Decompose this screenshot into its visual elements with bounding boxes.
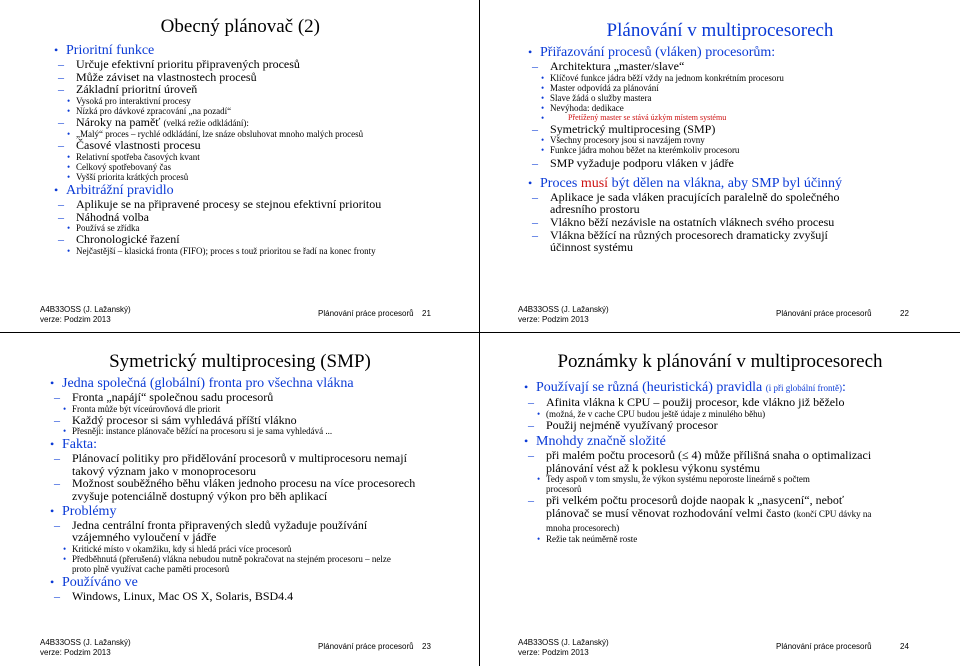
footer-course	[40, 638, 131, 658]
bullet-l2	[50, 116, 450, 130]
bullet-text: Proces	[540, 175, 581, 191]
bullet-l2: – Každý procesor si sám vyhledává příští vlákno	[46, 414, 466, 427]
footer-version: verze: Podzim 2013	[518, 315, 589, 324]
bullet-l3: • Nízká pro dávkové zpracování „na pozadí“	[50, 106, 450, 116]
bullet-l1: • Používáno ve	[46, 575, 466, 590]
bullet-text: být dělen na vlákna, aby SMP byl účinný	[608, 175, 843, 191]
slide-24	[480, 333, 960, 666]
bullet-l3: • Celkový spotřebovaný čas	[50, 162, 450, 172]
bullet-text: při velkém počtu procesorů dojde naopak k „nasycení“, neboť plánovač se musí věnovat rozhodování velmi často	[546, 493, 845, 520]
footer-version: verze: Podzim 2013	[40, 315, 111, 324]
slide-22	[480, 0, 960, 333]
bullet-l1: • Prioritní funkce	[50, 43, 450, 58]
bullet-l2: – Aplikuje se na připravené procesy se stejnou efektivní prioritou	[50, 198, 386, 211]
bullet-l3: • Klíčové funkce jádra běží vždy na jednom konkrétním procesoru	[524, 73, 934, 83]
bullet-text: Nároky na paměť	[76, 114, 161, 129]
footer-course-name: A4B33OSS (J. Lažanský)	[40, 638, 131, 647]
bullet-l3: • Nejčastější – klasická fronta (FIFO); proces s touž prioritou se řadí na konec fronty	[50, 246, 396, 256]
bullet-l2: – Použij nejméně využívaný procesor	[520, 419, 940, 432]
bullet-l2: – Fronta „napájí“ společnou sadu procesorů	[46, 391, 466, 404]
bullet-l2: – Chronologické řazení	[50, 233, 450, 246]
footer-course	[518, 305, 609, 325]
slide-title: Obecný plánovač (2)	[160, 16, 320, 37]
bullet-note-line: • (možná, že v cache CPU budou ještě údaje z minulého běhu)	[520, 409, 940, 419]
bullet-l3: • Nevýhoda: dedikace	[524, 103, 934, 113]
bullet-note: (velká režie odkládání):	[163, 117, 249, 128]
bullet-l2	[520, 494, 886, 534]
slide-23	[0, 333, 480, 666]
bullet-text: :	[841, 380, 846, 395]
bullet-l3: • Slave žádá o služby mastera	[524, 93, 934, 103]
bullet-l3: • Funkce jádra mohou běžet na kterémkoliv procesoru	[524, 145, 934, 155]
slide-body	[46, 375, 466, 602]
slide-title: Symetrický multiprocesing (SMP)	[109, 351, 371, 372]
page-number: 22	[900, 309, 909, 318]
bullet-l2: – při malém počtu procesorů (≤ 4) může přílišná snaha o optimalizaci plánování vést až k poklesu výkonu systému	[520, 449, 876, 474]
bullet-note: (končí CPU dávky na mnoha procesorech)	[546, 508, 872, 533]
bullet-l2: – Symetrický multiprocesing (SMP)	[524, 123, 934, 136]
bullet-text: Používají se různá (heuristická) pravidla	[536, 380, 763, 395]
slide-body	[50, 42, 450, 256]
bullet-l3: • Vyšší priorita krátkých procesů	[50, 172, 450, 182]
bullet-l2: – Časové vlastnosti procesu	[50, 139, 450, 152]
bullet-l3: • Master odpovídá za plánování	[524, 83, 934, 93]
bullet-l2: – SMP vyžaduje podporu vláken v jádře	[524, 157, 934, 170]
footer-course-name: A4B33OSS (J. Lažanský)	[518, 638, 609, 647]
bullet-l2: – Vlákna běžící na různých procesorech dramaticky zvyšují účinnost systému	[524, 229, 860, 254]
bullet-l2: – Architektura „master/slave“	[524, 60, 934, 73]
footer-version: verze: Podzim 2013	[518, 648, 589, 657]
footer-course	[518, 638, 609, 658]
footer-version: verze: Podzim 2013	[40, 648, 111, 657]
slide-21	[0, 0, 480, 333]
footer-topic: Plánování práce procesorů	[776, 309, 872, 318]
bullet-l3: • Předběhnutá (přerušená) vlákna nebudou nutně pokračovat na stejném procesoru – nelze proto plně využívat cache paměti procesorů	[46, 554, 392, 574]
bullet-emphasis: musí	[580, 175, 609, 191]
slide-title: Poznámky k plánování v multiprocesorech	[557, 351, 883, 372]
footer-course	[40, 305, 131, 325]
bullet-l1: • Arbitrážní pravidlo	[50, 183, 450, 198]
bullet-l3: • Vysoká pro interaktivní procesy	[50, 96, 450, 106]
bullet-l1: • Přiřazování procesů (vláken) procesorům:	[524, 45, 934, 60]
bullet-l2: – Náhodná volba	[50, 211, 450, 224]
footer-course-name: A4B33OSS (J. Lažanský)	[40, 305, 131, 314]
bullet-l1: • Jedna společná (globální) fronta pro všechna vlákna	[46, 376, 466, 391]
bullet-l1: • Mnohdy značně složité	[520, 434, 940, 449]
footer-course-name: A4B33OSS (J. Lažanský)	[518, 305, 609, 314]
bullet-l1	[520, 380, 940, 396]
bullet-l3: • „Malý“ proces – rychlé odkládání, lze snáze obsluhovat mnoho malých procesů	[50, 129, 376, 139]
bullet-l2: – Afinita vlákna k CPU – použij procesor, kde vlákno již běželo	[520, 396, 896, 409]
page-number: 24	[900, 642, 909, 651]
bullet-l3: • Všechny procesory jsou si navzájem rovny	[524, 135, 934, 145]
bullet-l3: • Relativní spotřeba časových kvant	[50, 152, 450, 162]
bullet-l1: • Problémy	[46, 504, 466, 519]
footer-topic: Plánování práce procesorů	[776, 642, 872, 651]
bullet-l2: – Aplikace je sada vláken pracujících paralelně do společného adresního prostoru	[524, 191, 870, 216]
bullet-l2: – Základní prioritní úroveň	[50, 83, 450, 96]
bullet-l3: • Kritické místo v okamžiku, kdy si hledá práci více procesorů	[46, 544, 466, 554]
bullet-l3: • Fronta může být víceúrovňová dle priorit	[46, 404, 466, 414]
bullet-l3: • Používá se zřídka	[50, 223, 450, 233]
bullet-l2: – Může záviset na vlastnostech procesů	[50, 71, 450, 84]
page-number: 23	[422, 642, 431, 651]
bullet-l2: – Windows, Linux, Mac OS X, Solaris, BSD4.4	[46, 590, 466, 603]
bullet-l4: • Přetížený master se stává úzkým místem systému	[524, 113, 934, 123]
bullet-l2: – Možnost souběžného běhu vláken jednoho procesu na více procesorech zvyšuje potenciálně dostupný výkon pro běh aplikací	[46, 477, 422, 502]
footer-topic: Plánování práce procesorů	[318, 642, 414, 651]
bullet-l1: • Fakta:	[46, 437, 466, 452]
bullet-l2: – Jedna centrální fronta připravených sledů vyžaduje používání vzájemného vyloučení v jádře	[46, 519, 412, 544]
bullet-l1	[524, 176, 934, 191]
bullet-l2: – Vlákno běží nezávisle na ostatních vláknech svého procesu	[524, 216, 934, 229]
bullet-l3: • Režie tak neúměrně roste	[520, 534, 940, 544]
bullet-l2: – Plánovací politiky pro přidělování procesorů v multiprocesoru nemají takový význam jako v monoprocesoru	[46, 452, 412, 477]
slide-body	[520, 379, 940, 544]
bullet-l3: • Přesněji: instance plánovače běžící na procesoru si je sama vyhledává ...	[46, 426, 466, 436]
footer-topic: Plánování práce procesorů	[318, 309, 414, 318]
page-number: 21	[422, 309, 431, 318]
slide-body	[524, 44, 934, 254]
bullet-l3: • Tedy aspoň v tom smyslu, že výkon systému neporoste lineárně s počtem procesorů	[520, 474, 836, 494]
slide-title: Plánování v multiprocesorech	[606, 20, 834, 41]
bullet-note: (i při globální frontě)	[765, 383, 842, 393]
bullet-l2: – Určuje efektivní prioritu připravených procesů	[50, 58, 450, 71]
